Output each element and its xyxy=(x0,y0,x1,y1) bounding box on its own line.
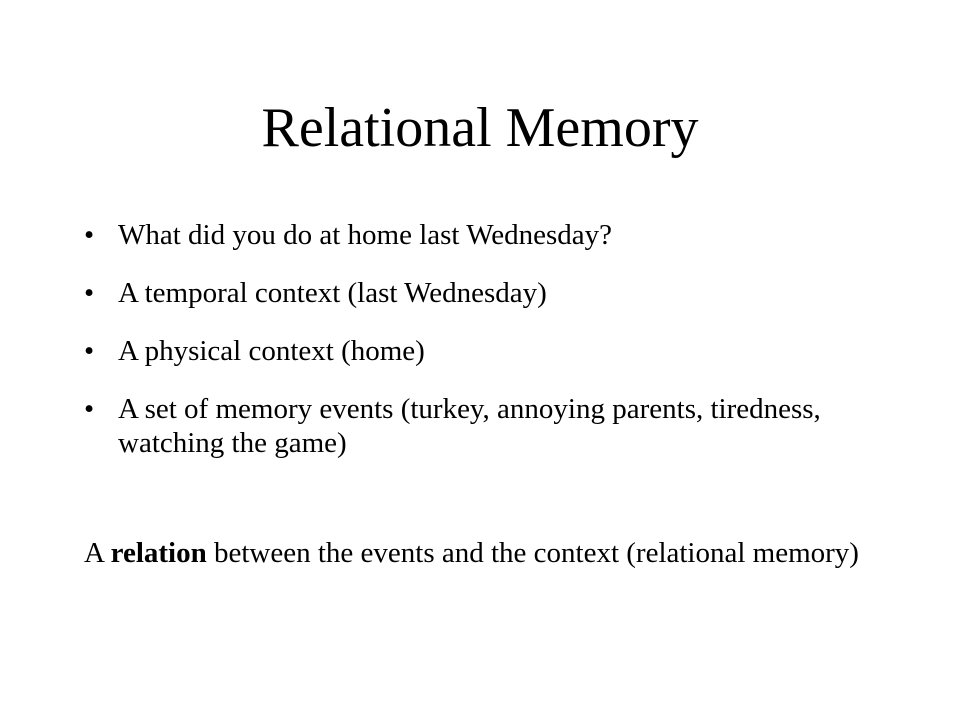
bullet-item xyxy=(84,276,884,310)
closing-emphasis: relation xyxy=(110,537,207,569)
bullet-icon: • xyxy=(84,277,95,309)
bullet-text: A physical context (home) xyxy=(118,335,425,367)
closing-suffix: between the events and the context (relational memory) xyxy=(206,537,859,569)
bullet-item xyxy=(84,392,884,460)
bullet-icon: • xyxy=(84,335,95,367)
bullet-item xyxy=(84,218,884,252)
closing-prefix: A xyxy=(84,537,111,569)
bullet-text: A temporal context (last Wednesday) xyxy=(118,277,547,309)
bullet-text: A set of memory events (turkey, annoying parents, tiredness, watching the game) xyxy=(118,393,821,459)
bullet-text: What did you do at home last Wednesday? xyxy=(118,219,613,251)
closing-statement xyxy=(84,536,917,570)
bullet-item xyxy=(84,334,884,368)
bullet-icon: • xyxy=(84,393,95,425)
slide-title: Relational Memory xyxy=(261,97,699,159)
bullet-icon: • xyxy=(84,219,95,251)
bullet-list xyxy=(84,218,884,484)
